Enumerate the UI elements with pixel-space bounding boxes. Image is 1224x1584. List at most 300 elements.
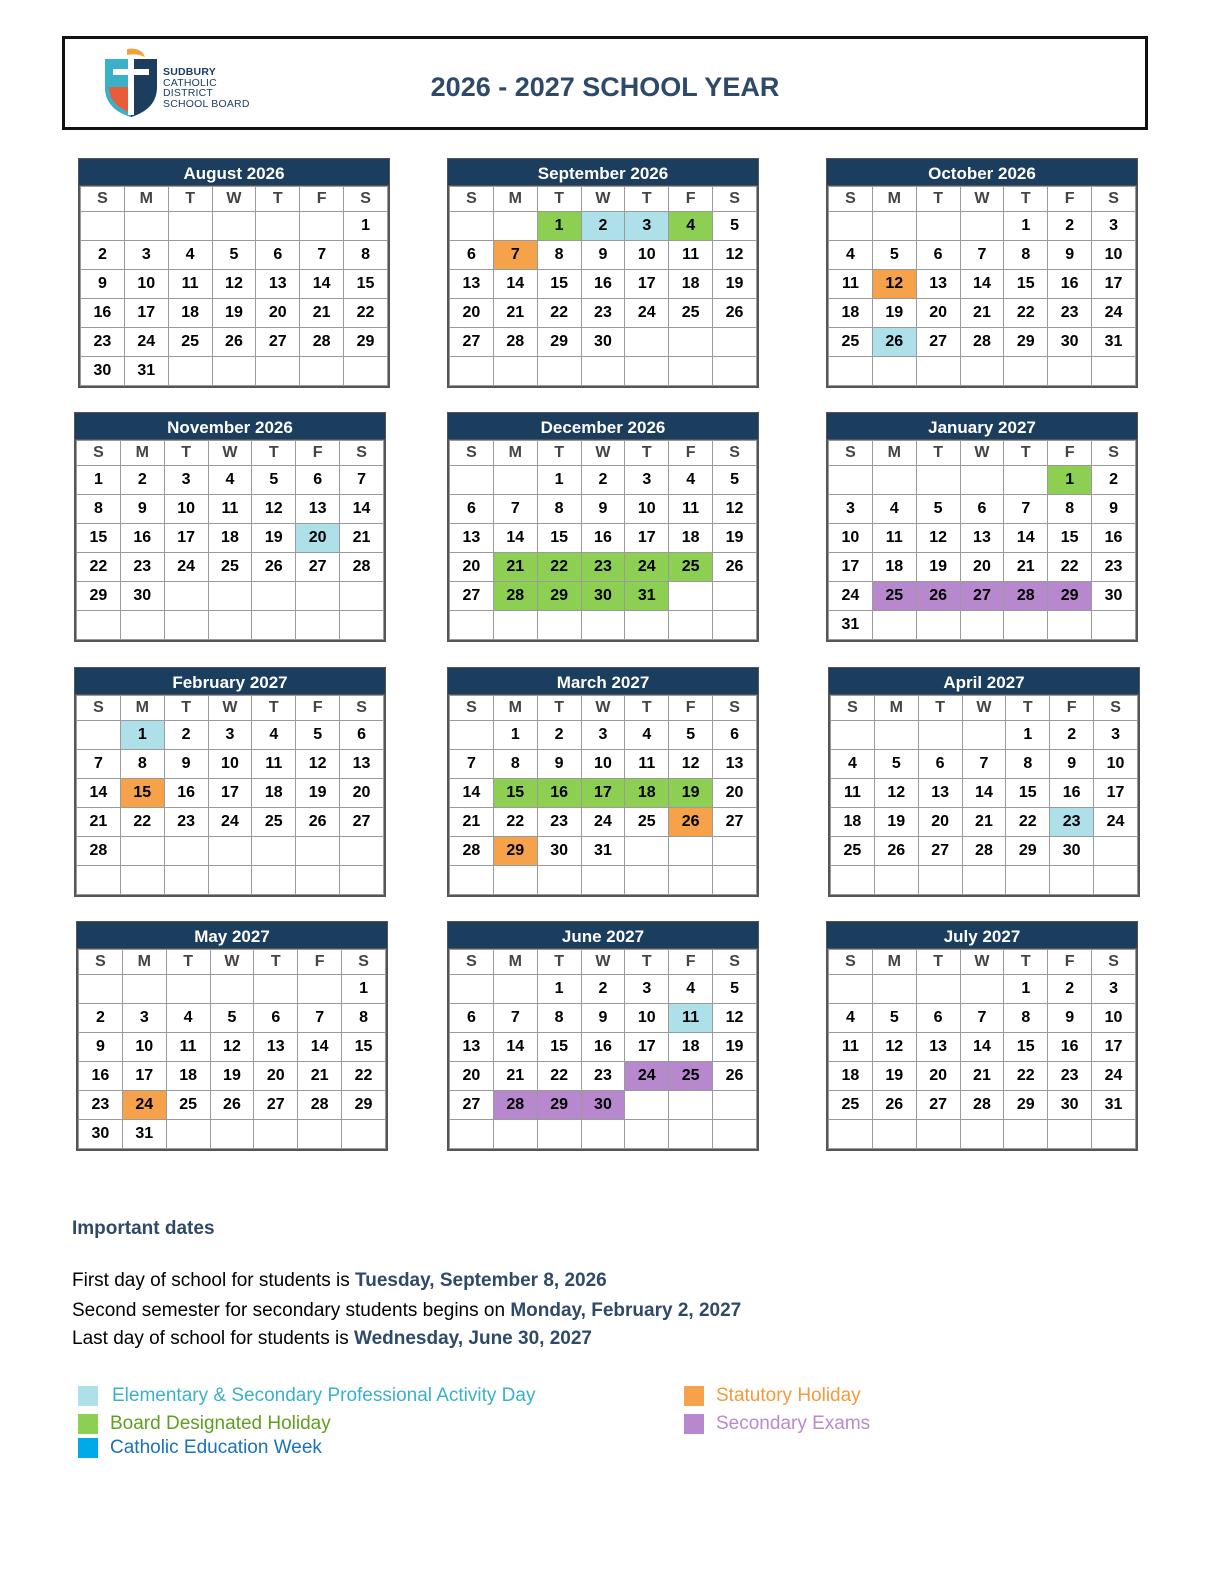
day-cell: 19 bbox=[874, 808, 918, 837]
empty-cell bbox=[120, 611, 164, 640]
day-cell: 2 bbox=[79, 1004, 123, 1033]
empty-cell bbox=[916, 611, 960, 640]
day-cell: 31 bbox=[1092, 328, 1136, 357]
day-cell: 31 bbox=[581, 837, 625, 866]
empty-cell bbox=[713, 837, 757, 866]
day-cell: 15 bbox=[344, 270, 388, 299]
weekday-header: F bbox=[669, 950, 713, 975]
day-cell: 25 bbox=[252, 808, 296, 837]
day-cell: 2 bbox=[164, 721, 208, 750]
empty-cell bbox=[300, 212, 344, 241]
empty-cell bbox=[916, 975, 960, 1004]
day-cell: 20 bbox=[256, 299, 300, 328]
day-cell: 27 bbox=[713, 808, 757, 837]
day-cell: 8 bbox=[344, 241, 388, 270]
day-cell: 7 bbox=[450, 750, 494, 779]
day-cell: 28 bbox=[1004, 582, 1048, 611]
month-calendar bbox=[447, 412, 759, 642]
day-cell: 22 bbox=[537, 299, 581, 328]
empty-cell bbox=[916, 357, 960, 386]
day-cell: 10 bbox=[122, 1033, 166, 1062]
empty-cell bbox=[581, 1120, 625, 1149]
weekday-header: W bbox=[208, 696, 252, 721]
day-cell: 19 bbox=[713, 1033, 757, 1062]
day-cell: 30 bbox=[1050, 837, 1094, 866]
day-cell: 13 bbox=[340, 750, 384, 779]
weekday-header: T bbox=[918, 696, 962, 721]
empty-cell bbox=[164, 611, 208, 640]
day-cell: 23 bbox=[164, 808, 208, 837]
day-cell: 22 bbox=[537, 553, 581, 582]
weekday-header: T bbox=[537, 187, 581, 212]
empty-cell bbox=[713, 866, 757, 895]
day-cell: 3 bbox=[625, 466, 669, 495]
weekday-header: W bbox=[210, 950, 254, 975]
empty-cell bbox=[1006, 866, 1050, 895]
day-cell: 11 bbox=[669, 241, 713, 270]
day-cell: 7 bbox=[960, 1004, 1004, 1033]
day-cell: 11 bbox=[669, 495, 713, 524]
weekday-header: S bbox=[77, 696, 121, 721]
empty-cell bbox=[874, 721, 918, 750]
day-cell: 27 bbox=[254, 1091, 298, 1120]
weekday-header: T bbox=[625, 696, 669, 721]
weekday-header: W bbox=[581, 950, 625, 975]
empty-cell bbox=[829, 212, 873, 241]
day-cell: 20 bbox=[960, 553, 1004, 582]
day-cell: 6 bbox=[960, 495, 1004, 524]
day-cell: 1 bbox=[77, 466, 121, 495]
day-cell: 7 bbox=[493, 241, 537, 270]
day-cell: 18 bbox=[625, 779, 669, 808]
empty-cell bbox=[829, 1120, 873, 1149]
day-cell: 3 bbox=[124, 241, 168, 270]
empty-cell bbox=[960, 466, 1004, 495]
day-cell: 9 bbox=[120, 495, 164, 524]
empty-cell bbox=[916, 1120, 960, 1149]
day-cell: 20 bbox=[918, 808, 962, 837]
day-cell: 6 bbox=[713, 721, 757, 750]
empty-cell bbox=[340, 582, 384, 611]
empty-cell bbox=[829, 466, 873, 495]
empty-cell bbox=[298, 975, 342, 1004]
day-cell: 18 bbox=[166, 1062, 210, 1091]
month-calendar bbox=[74, 412, 386, 642]
day-cell: 24 bbox=[124, 328, 168, 357]
empty-cell bbox=[342, 1120, 386, 1149]
empty-cell bbox=[916, 212, 960, 241]
day-cell: 21 bbox=[340, 524, 384, 553]
day-cell: 3 bbox=[208, 721, 252, 750]
day-cell: 29 bbox=[1006, 837, 1050, 866]
day-cell: 24 bbox=[208, 808, 252, 837]
empty-cell bbox=[210, 975, 254, 1004]
day-cell: 16 bbox=[581, 270, 625, 299]
day-cell: 8 bbox=[1048, 495, 1092, 524]
day-cell: 8 bbox=[77, 495, 121, 524]
day-cell: 12 bbox=[916, 524, 960, 553]
day-cell: 30 bbox=[1092, 582, 1136, 611]
weekday-header: S bbox=[1092, 441, 1136, 466]
day-cell: 25 bbox=[166, 1091, 210, 1120]
empty-cell bbox=[493, 1120, 537, 1149]
day-cell: 26 bbox=[916, 582, 960, 611]
legend-label: Secondary Exams bbox=[716, 1413, 871, 1434]
day-cell: 5 bbox=[874, 750, 918, 779]
month-title: March 2027 bbox=[447, 667, 759, 695]
month-calendar bbox=[447, 158, 759, 388]
empty-cell bbox=[493, 466, 537, 495]
month-grid bbox=[449, 186, 757, 386]
weekday-header: S bbox=[344, 187, 388, 212]
day-cell: 8 bbox=[493, 750, 537, 779]
weekday-header: F bbox=[669, 441, 713, 466]
day-cell: 7 bbox=[493, 1004, 537, 1033]
empty-cell bbox=[960, 212, 1004, 241]
day-cell: 10 bbox=[164, 495, 208, 524]
day-cell: 19 bbox=[872, 1062, 916, 1091]
day-cell: 24 bbox=[1092, 299, 1136, 328]
empty-cell bbox=[669, 1091, 713, 1120]
empty-cell bbox=[252, 866, 296, 895]
empty-cell bbox=[669, 837, 713, 866]
day-cell: 22 bbox=[537, 1062, 581, 1091]
empty-cell bbox=[164, 837, 208, 866]
day-cell: 20 bbox=[450, 299, 494, 328]
day-cell: 28 bbox=[493, 1091, 537, 1120]
weekday-header: S bbox=[713, 696, 757, 721]
day-cell: 1 bbox=[1004, 212, 1048, 241]
day-cell: 11 bbox=[829, 270, 873, 299]
empty-cell bbox=[874, 866, 918, 895]
day-cell: 1 bbox=[1004, 975, 1048, 1004]
weekday-header: W bbox=[960, 187, 1004, 212]
day-cell: 6 bbox=[256, 241, 300, 270]
day-cell: 14 bbox=[1004, 524, 1048, 553]
important-date-line bbox=[72, 1300, 741, 1322]
empty-cell bbox=[829, 975, 873, 1004]
day-cell: 13 bbox=[450, 270, 494, 299]
weekday-header: T bbox=[625, 187, 669, 212]
weekday-header: F bbox=[1048, 187, 1092, 212]
weekday-header: W bbox=[960, 441, 1004, 466]
weekday-header: S bbox=[713, 950, 757, 975]
weekday-header: M bbox=[872, 187, 916, 212]
day-cell: 7 bbox=[298, 1004, 342, 1033]
day-cell: 10 bbox=[829, 524, 873, 553]
day-cell: 28 bbox=[960, 328, 1004, 357]
empty-cell bbox=[493, 212, 537, 241]
weekday-header: S bbox=[450, 696, 494, 721]
empty-cell bbox=[212, 212, 256, 241]
weekday-header: T bbox=[1004, 950, 1048, 975]
day-cell: 24 bbox=[625, 299, 669, 328]
day-cell: 20 bbox=[340, 779, 384, 808]
day-cell: 23 bbox=[81, 328, 125, 357]
month-grid bbox=[449, 695, 757, 895]
day-cell: 26 bbox=[713, 1062, 757, 1091]
month-grid bbox=[80, 186, 388, 386]
day-cell: 2 bbox=[581, 212, 625, 241]
day-cell: 6 bbox=[916, 1004, 960, 1033]
day-cell: 16 bbox=[1048, 1033, 1092, 1062]
day-cell: 7 bbox=[962, 750, 1006, 779]
day-cell: 7 bbox=[77, 750, 121, 779]
weekday-header: W bbox=[208, 441, 252, 466]
day-cell: 18 bbox=[829, 299, 873, 328]
day-cell: 14 bbox=[960, 270, 1004, 299]
day-cell: 10 bbox=[208, 750, 252, 779]
empty-cell bbox=[669, 611, 713, 640]
month-title: January 2027 bbox=[826, 412, 1138, 440]
weekday-header: W bbox=[960, 950, 1004, 975]
day-cell: 12 bbox=[212, 270, 256, 299]
day-cell: 27 bbox=[916, 328, 960, 357]
day-cell: 8 bbox=[1004, 1004, 1048, 1033]
day-cell: 3 bbox=[1092, 975, 1136, 1004]
day-cell: 5 bbox=[713, 975, 757, 1004]
empty-cell bbox=[450, 975, 494, 1004]
day-cell: 16 bbox=[164, 779, 208, 808]
month-title: December 2026 bbox=[447, 412, 759, 440]
empty-cell bbox=[625, 866, 669, 895]
day-cell: 2 bbox=[1048, 975, 1092, 1004]
day-cell: 19 bbox=[872, 299, 916, 328]
day-cell: 23 bbox=[1048, 1062, 1092, 1091]
empty-cell bbox=[713, 1091, 757, 1120]
day-cell: 28 bbox=[450, 837, 494, 866]
day-cell: 18 bbox=[252, 779, 296, 808]
day-cell: 17 bbox=[581, 779, 625, 808]
day-cell: 4 bbox=[625, 721, 669, 750]
weekday-header: W bbox=[212, 187, 256, 212]
day-cell: 5 bbox=[669, 721, 713, 750]
day-cell: 26 bbox=[713, 553, 757, 582]
empty-cell bbox=[254, 975, 298, 1004]
day-cell: 22 bbox=[342, 1062, 386, 1091]
day-cell: 2 bbox=[537, 721, 581, 750]
empty-cell bbox=[296, 837, 340, 866]
weekday-header: F bbox=[669, 696, 713, 721]
weekday-header: M bbox=[124, 187, 168, 212]
legend-item-board-holiday bbox=[78, 1413, 331, 1435]
day-cell: 3 bbox=[829, 495, 873, 524]
weekday-header: S bbox=[1094, 696, 1138, 721]
day-cell: 11 bbox=[252, 750, 296, 779]
day-cell: 27 bbox=[450, 328, 494, 357]
day-cell: 19 bbox=[210, 1062, 254, 1091]
day-cell: 4 bbox=[669, 466, 713, 495]
day-cell: 9 bbox=[1050, 750, 1094, 779]
day-cell: 10 bbox=[1092, 1004, 1136, 1033]
empty-cell bbox=[1048, 357, 1092, 386]
weekday-header: M bbox=[120, 696, 164, 721]
day-cell: 24 bbox=[829, 582, 873, 611]
day-cell: 27 bbox=[916, 1091, 960, 1120]
day-cell: 6 bbox=[916, 241, 960, 270]
month-grid bbox=[78, 949, 386, 1149]
day-cell: 4 bbox=[669, 975, 713, 1004]
day-cell: 24 bbox=[122, 1091, 166, 1120]
empty-cell bbox=[625, 328, 669, 357]
day-cell: 18 bbox=[669, 1033, 713, 1062]
day-cell: 4 bbox=[669, 212, 713, 241]
empty-cell bbox=[872, 975, 916, 1004]
day-cell: 2 bbox=[1050, 721, 1094, 750]
day-cell: 25 bbox=[669, 553, 713, 582]
empty-cell bbox=[537, 866, 581, 895]
day-cell: 4 bbox=[831, 750, 875, 779]
day-cell: 18 bbox=[208, 524, 252, 553]
weekday-header: T bbox=[1004, 441, 1048, 466]
day-cell: 17 bbox=[122, 1062, 166, 1091]
day-cell: 14 bbox=[493, 270, 537, 299]
empty-cell bbox=[493, 866, 537, 895]
day-cell: 23 bbox=[1050, 808, 1094, 837]
day-cell: 24 bbox=[581, 808, 625, 837]
empty-cell bbox=[164, 866, 208, 895]
weekday-header: M bbox=[493, 441, 537, 466]
empty-cell bbox=[872, 611, 916, 640]
day-cell: 23 bbox=[581, 1062, 625, 1091]
month-title: July 2027 bbox=[826, 921, 1138, 949]
weekday-header: T bbox=[537, 950, 581, 975]
day-cell: 9 bbox=[581, 1004, 625, 1033]
day-cell: 13 bbox=[713, 750, 757, 779]
weekday-header: T bbox=[252, 441, 296, 466]
weekday-header: W bbox=[581, 187, 625, 212]
day-cell: 15 bbox=[1004, 270, 1048, 299]
empty-cell bbox=[669, 866, 713, 895]
weekday-header: F bbox=[300, 187, 344, 212]
day-cell: 4 bbox=[166, 1004, 210, 1033]
weekday-header: S bbox=[340, 441, 384, 466]
day-cell: 4 bbox=[252, 721, 296, 750]
weekday-header: T bbox=[256, 187, 300, 212]
empty-cell bbox=[208, 866, 252, 895]
empty-cell bbox=[1004, 357, 1048, 386]
empty-cell bbox=[669, 582, 713, 611]
day-cell: 4 bbox=[829, 1004, 873, 1033]
day-cell: 27 bbox=[918, 837, 962, 866]
empty-cell bbox=[340, 866, 384, 895]
day-cell: 25 bbox=[208, 553, 252, 582]
empty-cell bbox=[252, 837, 296, 866]
day-cell: 2 bbox=[120, 466, 164, 495]
empty-cell bbox=[340, 837, 384, 866]
month-grid bbox=[449, 440, 757, 640]
empty-cell bbox=[916, 466, 960, 495]
header-box bbox=[62, 36, 1148, 130]
day-cell: 24 bbox=[625, 1062, 669, 1091]
empty-cell bbox=[960, 357, 1004, 386]
weekday-header: W bbox=[581, 696, 625, 721]
day-cell: 29 bbox=[537, 328, 581, 357]
day-cell: 5 bbox=[296, 721, 340, 750]
day-cell: 17 bbox=[1094, 779, 1138, 808]
month-title: May 2027 bbox=[76, 921, 388, 949]
day-cell: 1 bbox=[342, 975, 386, 1004]
weekday-header: S bbox=[713, 187, 757, 212]
legend-label: Catholic Education Week bbox=[110, 1437, 322, 1458]
day-cell: 26 bbox=[872, 328, 916, 357]
day-cell: 27 bbox=[340, 808, 384, 837]
day-cell: 15 bbox=[1004, 1033, 1048, 1062]
day-cell: 10 bbox=[625, 241, 669, 270]
day-cell: 8 bbox=[537, 241, 581, 270]
day-cell: 12 bbox=[296, 750, 340, 779]
day-cell: 24 bbox=[164, 553, 208, 582]
day-cell: 13 bbox=[960, 524, 1004, 553]
legend-swatch bbox=[78, 1386, 98, 1406]
day-cell: 19 bbox=[296, 779, 340, 808]
day-cell: 13 bbox=[450, 524, 494, 553]
day-cell: 24 bbox=[1094, 808, 1138, 837]
day-cell: 25 bbox=[669, 1062, 713, 1091]
empty-cell bbox=[713, 357, 757, 386]
day-cell: 3 bbox=[625, 975, 669, 1004]
empty-cell bbox=[120, 866, 164, 895]
day-cell: 3 bbox=[1094, 721, 1138, 750]
day-cell: 2 bbox=[81, 241, 125, 270]
day-cell: 8 bbox=[1006, 750, 1050, 779]
empty-cell bbox=[450, 357, 494, 386]
day-cell: 29 bbox=[537, 582, 581, 611]
day-cell: 31 bbox=[124, 357, 168, 386]
day-cell: 12 bbox=[713, 1004, 757, 1033]
weekday-header: F bbox=[669, 187, 713, 212]
empty-cell bbox=[296, 582, 340, 611]
day-cell: 3 bbox=[122, 1004, 166, 1033]
day-cell: 29 bbox=[342, 1091, 386, 1120]
day-cell: 30 bbox=[1048, 1091, 1092, 1120]
empty-cell bbox=[1092, 1120, 1136, 1149]
weekday-header: S bbox=[829, 187, 873, 212]
empty-cell bbox=[713, 328, 757, 357]
day-cell: 8 bbox=[120, 750, 164, 779]
weekday-header: F bbox=[1048, 441, 1092, 466]
day-cell: 14 bbox=[340, 495, 384, 524]
month-title: August 2026 bbox=[78, 158, 390, 186]
day-cell: 13 bbox=[254, 1033, 298, 1062]
empty-cell bbox=[537, 357, 581, 386]
empty-cell bbox=[252, 582, 296, 611]
day-cell: 30 bbox=[79, 1120, 123, 1149]
day-cell: 25 bbox=[831, 837, 875, 866]
day-cell: 17 bbox=[164, 524, 208, 553]
day-cell: 24 bbox=[625, 553, 669, 582]
day-cell: 8 bbox=[342, 1004, 386, 1033]
day-cell: 12 bbox=[252, 495, 296, 524]
day-cell: 5 bbox=[713, 466, 757, 495]
weekday-header: S bbox=[1092, 187, 1136, 212]
day-cell: 12 bbox=[874, 779, 918, 808]
day-cell: 16 bbox=[581, 524, 625, 553]
day-cell: 8 bbox=[537, 495, 581, 524]
day-cell: 3 bbox=[625, 212, 669, 241]
empty-cell bbox=[625, 357, 669, 386]
day-cell: 10 bbox=[625, 1004, 669, 1033]
weekday-header: T bbox=[625, 441, 669, 466]
day-cell: 8 bbox=[1004, 241, 1048, 270]
empty-cell bbox=[831, 721, 875, 750]
weekday-header: T bbox=[537, 441, 581, 466]
day-cell: 16 bbox=[537, 779, 581, 808]
day-cell: 11 bbox=[831, 779, 875, 808]
empty-cell bbox=[124, 212, 168, 241]
day-cell: 31 bbox=[829, 611, 873, 640]
day-cell: 9 bbox=[81, 270, 125, 299]
